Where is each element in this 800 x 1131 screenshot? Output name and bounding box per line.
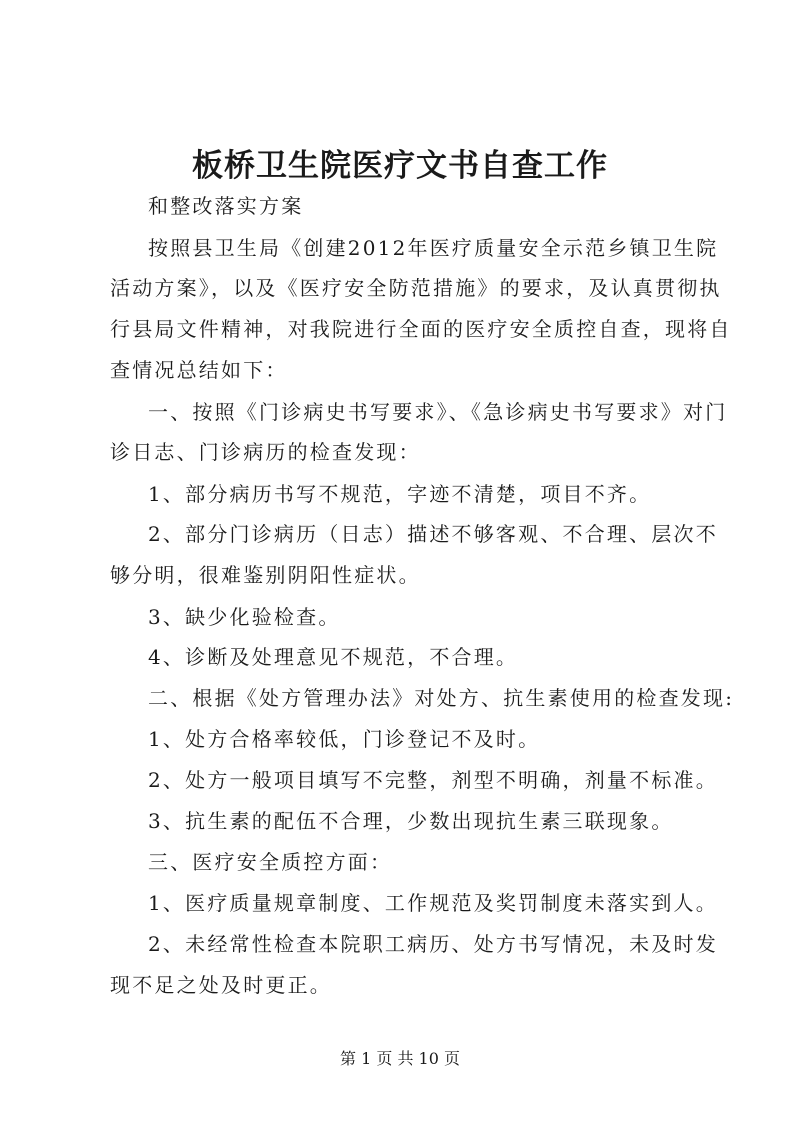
paragraph-line: 查情况总结如下： xyxy=(110,358,288,382)
paragraph-line: 2、部分门诊病历（日志）描述不够客观、不合理、层次不 xyxy=(148,522,718,546)
paragraph-line: 2、处方一般项目填写不完整，剂型不明确，剂量不标准。 xyxy=(148,768,718,792)
paragraph-line: 行县局文件精神，对我院进行全面的医疗安全质控自查，现将自 xyxy=(110,317,732,341)
paragraph-line: 和整改落实方案 xyxy=(148,194,304,218)
paragraph-line: 按照县卫生局《创建2012年医疗质量安全示范乡镇卫生院 xyxy=(148,236,719,260)
paragraph-line: 现不足之处及时更正。 xyxy=(110,973,332,997)
paragraph-line: 1、医疗质量规章制度、工作规范及奖罚制度未落实到人。 xyxy=(148,891,718,915)
paragraph-line: 二、根据《处方管理办法》对处方、抗生素使用的检查发现: xyxy=(148,686,735,710)
page-footer: 第 1 页 共 10 页 xyxy=(340,1049,460,1068)
paragraph-line: 3、缺少化验检查。 xyxy=(148,605,341,629)
paragraph-line: 3、抗生素的配伍不合理，少数出现抗生素三联现象。 xyxy=(148,809,674,833)
paragraph-line: 1、部分病历书写不规范，字迹不清楚，项目不齐。 xyxy=(148,482,652,506)
paragraph-line: 够分明，很难鉴别阴阳性症状。 xyxy=(110,563,421,587)
paragraph-line: 1、处方合格率较低，门诊登记不及时。 xyxy=(148,727,541,751)
paragraph-line: 三、医疗安全质控方面： xyxy=(148,850,393,874)
paragraph-line: 活动方案》，以及《医疗安全防范措施》的要求，及认真贯彻执 xyxy=(110,276,722,300)
document-title: 板桥卫生院医疗文书自查工作 xyxy=(192,148,608,184)
paragraph-line: 诊日志、门诊病历的检查发现： xyxy=(110,440,421,464)
paragraph-line: 2、未经常性检查本院职工病历、处方书写情况，未及时发 xyxy=(148,932,718,956)
paragraph-line: 4、诊断及处理意见不规范，不合理。 xyxy=(148,645,519,669)
paragraph-line: 一、按照《门诊病史书写要求》、《急诊病史书写要求》对门 xyxy=(148,400,728,424)
